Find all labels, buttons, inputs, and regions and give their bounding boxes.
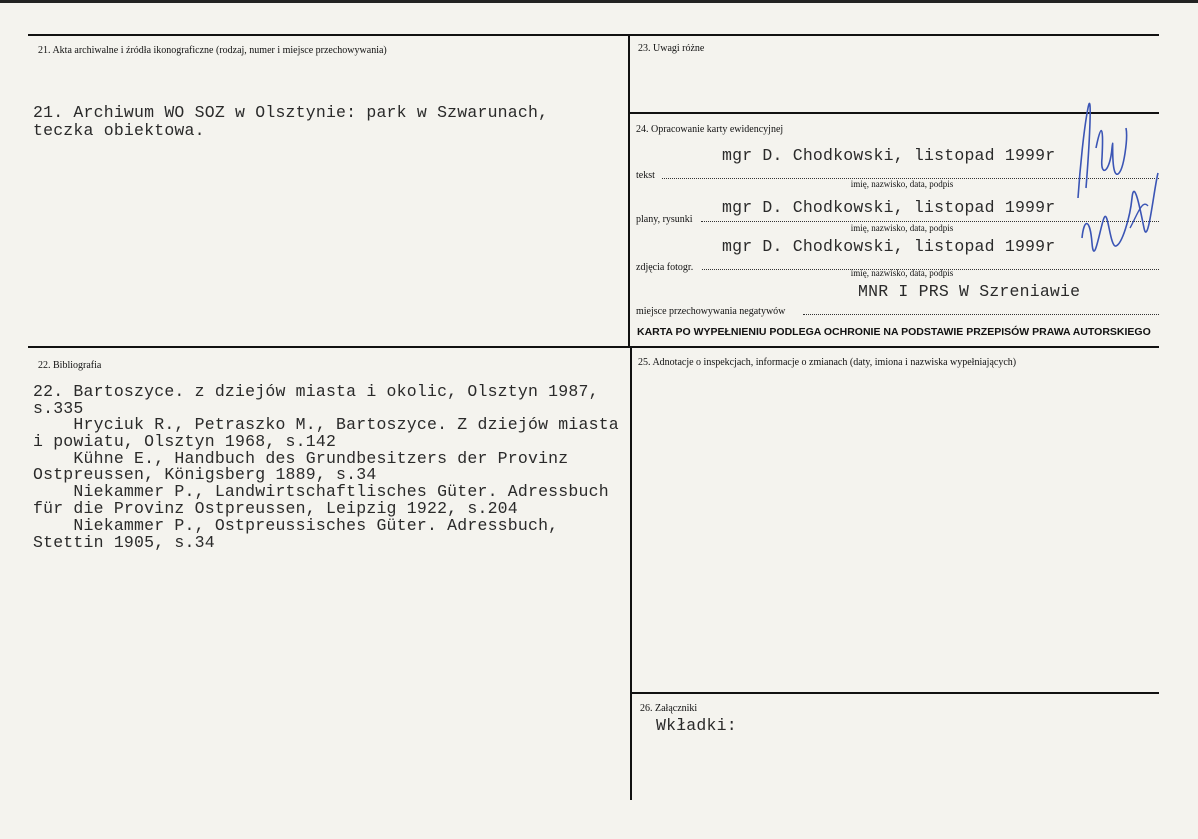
text-author-caption: imię, nazwisko, data, podpis	[850, 179, 954, 189]
photos-author-caption: imię, nazwisko, data, podpis	[850, 268, 954, 278]
copyright-note: KARTA PO WYPEŁNIENIU PODLEGA OCHRONIE NA PODSTAWIE PRZEPISÓW PRAWA AUTORSKIEGO	[637, 326, 1151, 338]
bibliography-line-8: für die Provinz Ostpreussen, Leipzig 1922, s.204	[33, 499, 518, 518]
middle-vertical-rule	[628, 34, 630, 348]
bibliography-line-1: 22. Bartoszyce. z dziejów miasta i okolic, Olsztyn 1987,	[33, 382, 599, 401]
bibliography-line-6: Ostpreussen, Königsberg 1889, s.34	[33, 465, 377, 484]
bibliography-line-4: i powiatu, Olsztyn 1968, s.142	[33, 432, 337, 451]
section-22-heading: 22. Bibliografia	[38, 360, 102, 371]
text-author-value: mgr D. Chodkowski, listopad 1999r	[722, 146, 1056, 165]
handwritten-signature	[1070, 78, 1170, 278]
rule-25-26	[630, 692, 1159, 694]
plans-author-label: plany, rysunki	[636, 214, 693, 225]
bibliography-line-5: Kühne E., Handbuch des Grundbesitzers der Provinz	[33, 449, 569, 468]
negatives-location-value: MNR I PRS W Szreniawie	[858, 282, 1081, 301]
section-21-line-1: 21. Archiwum WO SOZ w Olsztynie: park w Szwarunach,	[33, 103, 549, 122]
plans-author-caption: imię, nazwisko, data, podpis	[850, 223, 954, 233]
photos-author-value: mgr D. Chodkowski, listopad 1999r	[722, 237, 1056, 256]
negatives-location-label: miejsce przechowywania negatywów	[636, 306, 786, 317]
bibliography-line-9: Niekammer P., Ostpreussisches Güter. Adressbuch,	[33, 516, 559, 535]
attachments-value: Wkładki:	[656, 716, 737, 735]
bibliography-line-2: s.335	[33, 399, 84, 418]
section-25-heading: 25. Adnotacje o inspekcjach, informacje o zmianach (daty, imiona i nazwiska wypełniających)	[638, 357, 1017, 368]
text-author-label: tekst	[636, 170, 655, 181]
top-rule	[28, 34, 1159, 36]
plans-author-value: mgr D. Chodkowski, listopad 1999r	[722, 198, 1056, 217]
section-24-heading: 24. Opracowanie karty ewidencyjnej	[636, 124, 784, 135]
section-21-heading: 21. Akta archiwalne i źródła ikonograficzne (rodzaj, numer i miejsce przechowywania)	[38, 45, 387, 56]
photos-author-label: zdjęcia fotogr.	[636, 262, 694, 273]
bibliography-line-10: Stettin 1905, s.34	[33, 533, 215, 552]
lower-vertical-rule	[630, 346, 632, 800]
section-23-heading: 23. Uwagi różne	[638, 43, 705, 54]
bibliography-line-3: Hryciuk R., Petraszko M., Bartoszyce. Z dziejów miasta	[33, 415, 619, 434]
negatives-dotted-line	[803, 314, 1159, 315]
middle-horizontal-rule	[28, 346, 1159, 348]
section-21-line-2: teczka obiektowa.	[33, 121, 205, 140]
section-26-heading: 26. Załączniki	[640, 703, 698, 714]
bibliography-line-7: Niekammer P., Landwirtschaftlisches Güter. Adressbuch	[33, 482, 609, 501]
